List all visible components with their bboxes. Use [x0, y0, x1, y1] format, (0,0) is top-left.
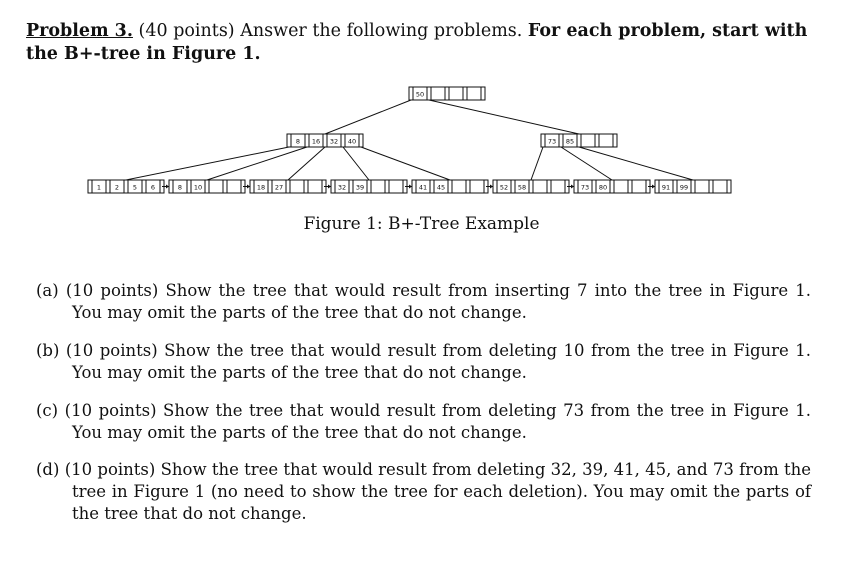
node-key: 50 [415, 90, 425, 99]
node-key: 45 [436, 183, 446, 192]
node-key: 73 [547, 137, 557, 146]
node-key: 5 [132, 183, 138, 192]
tree-edge [361, 147, 450, 180]
problem-label: Problem 3. [26, 21, 133, 41]
node-key: 16 [311, 137, 321, 146]
node-key: 40 [347, 137, 357, 146]
node-key: 58 [517, 183, 527, 192]
node-key: 99 [679, 183, 689, 192]
question-label: (d) [36, 460, 60, 479]
question-b [36, 340, 811, 384]
question-text: (10 points) Show the tree that would result from deleting 32, 39, 41, 45, and 73 from the tree in Figure 1 (no need to show the tree for each deletion). You may omit the parts of the tree that do not change. [64, 460, 812, 523]
question-a [36, 280, 811, 324]
tree-edge [579, 147, 693, 180]
node-key: 18 [256, 183, 266, 192]
node-key: 52 [499, 183, 509, 192]
question-d [36, 459, 811, 525]
question-text: (10 points) Show the tree that would result from deleting 10 from the tree in Figure 1. You may omit the parts of the tree that do not change. [65, 341, 811, 382]
question-c [36, 400, 811, 444]
tree-edge [343, 147, 369, 180]
figure-caption: Figure 1: B+-Tree Example [303, 214, 540, 234]
question-label: (c) [36, 401, 59, 420]
node-key: 73 [580, 183, 590, 192]
node-key: 6 [150, 183, 156, 192]
tree-edge [561, 147, 612, 180]
node-key: 91 [661, 183, 671, 192]
tree-edge [531, 147, 543, 180]
tree-edge [207, 147, 307, 180]
node-key: 2 [114, 183, 120, 192]
node-key: 39 [355, 183, 365, 192]
node-key: 32 [337, 183, 347, 192]
node-key: 1 [96, 183, 102, 192]
tree-edge [325, 100, 411, 134]
question-label: (b) [36, 341, 60, 360]
node-key: 80 [598, 183, 608, 192]
node-key: 32 [329, 137, 339, 146]
node-key: 85 [565, 137, 575, 146]
question-text: (10 points) Show the tree that would result from inserting 7 into the tree in Figure 1. You may omit the parts of the tree that do not change. [65, 281, 811, 322]
bplus-tree-figure [0, 0, 843, 205]
node-key: 8 [295, 137, 301, 146]
tree-edge [126, 147, 289, 180]
problem-instruction: For each problem, start with the B+-tree in Figure 1. [26, 21, 808, 64]
points-text: (40 points) Answer the following problems. [138, 21, 523, 41]
node-key: 10 [193, 183, 203, 192]
node-key: 8 [177, 183, 183, 192]
question-label: (a) [36, 281, 59, 300]
node-key: 27 [274, 183, 284, 192]
tree-edge [429, 100, 579, 134]
node-key: 41 [418, 183, 428, 192]
question-text: (10 points) Show the tree that would result from deleting 73 from the tree in Figure 1. You may omit the parts of the tree that do not change. [64, 401, 811, 442]
